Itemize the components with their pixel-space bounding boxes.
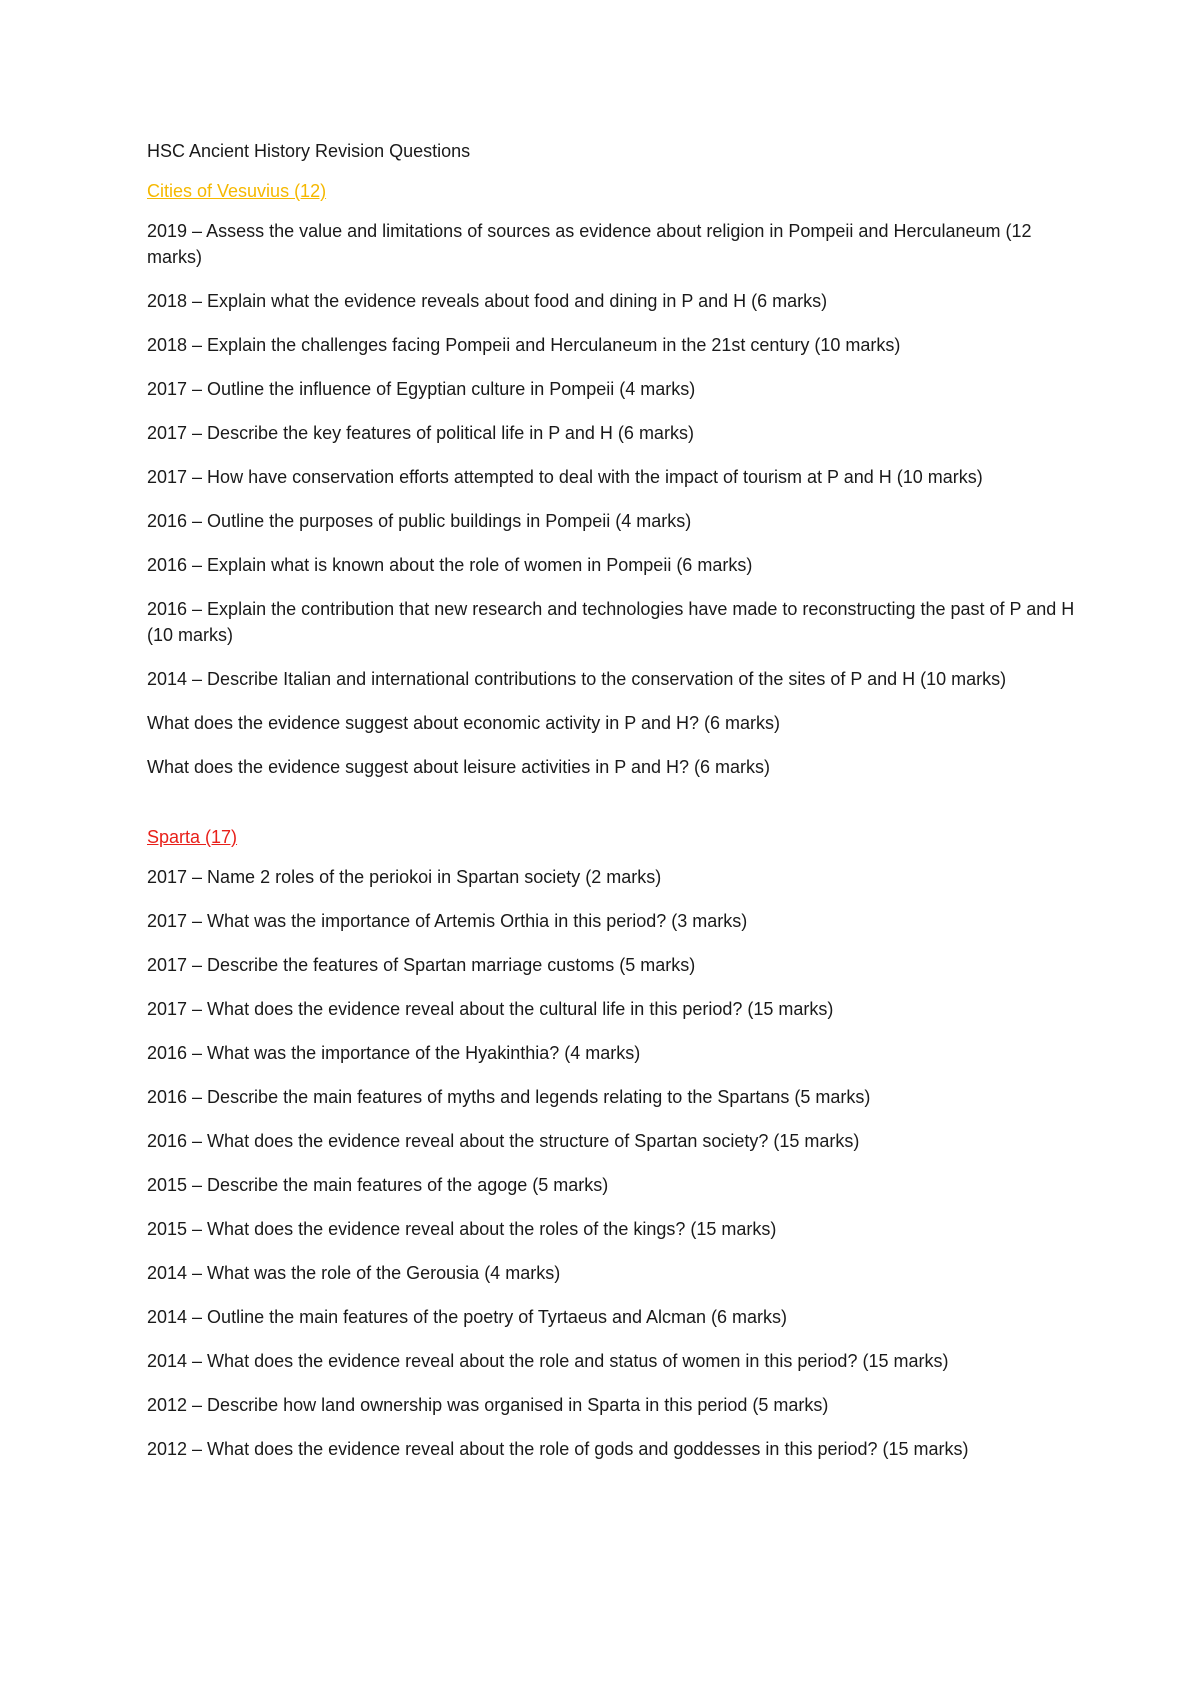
question-item: 2018 – Explain what the evidence reveals about food and dining in P and H (6 marks) [147, 291, 828, 311]
question-item: 2016 – What was the importance of the Hyakinthia? (4 marks) [147, 1043, 641, 1063]
question-item: 2016 – Explain what is known about the role of women in Pompeii (6 marks) [147, 555, 753, 575]
question-item: 2017 – Describe the key features of political life in P and H (6 marks) [147, 423, 694, 443]
question-item: 2014 – What was the role of the Gerousia (4 marks) [147, 1263, 561, 1283]
question-item: 2012 – Describe how land ownership was organised in Sparta in this period (5 marks) [147, 1395, 829, 1415]
section-heading-vesuvius: Cities of Vesuvius (12) [147, 181, 327, 201]
question-item: 2016 – Explain the contribution that new research and technologies have made to reconstructing the past of P and H (10 marks) [147, 599, 1075, 645]
question-item: What does the evidence suggest about leisure activities in P and H? (6 marks) [147, 757, 770, 777]
question-item: 2019 – Assess the value and limitations of sources as evidence about religion in Pompeii and Herculaneum (12 marks) [147, 221, 1032, 267]
question-item: 2017 – What was the importance of Artemis Orthia in this period? (3 marks) [147, 911, 748, 931]
question-item: 2018 – Explain the challenges facing Pompeii and Herculaneum in the 21st century (10 marks) [147, 335, 901, 355]
section-spacer [147, 798, 1077, 824]
question-item: 2015 – Describe the main features of the agoge (5 marks) [147, 1175, 609, 1195]
question-item: 2017 – How have conservation efforts attempted to deal with the impact of tourism at P and H (10 marks) [147, 467, 983, 487]
question-list-vesuvius [147, 218, 1077, 780]
question-item: 2017 – What does the evidence reveal about the cultural life in this period? (15 marks) [147, 999, 834, 1019]
question-item: 2012 – What does the evidence reveal about the role of gods and goddesses in this period? (15 marks) [147, 1439, 969, 1459]
question-item: What does the evidence suggest about economic activity in P and H? (6 marks) [147, 713, 780, 733]
question-item: 2017 – Outline the influence of Egyptian culture in Pompeii (4 marks) [147, 379, 696, 399]
question-item: 2015 – What does the evidence reveal about the roles of the kings? (15 marks) [147, 1219, 777, 1239]
question-item: 2016 – Describe the main features of myths and legends relating to the Spartans (5 marks) [147, 1087, 871, 1107]
document-page [147, 138, 1077, 1480]
question-item: 2014 – Outline the main features of the poetry of Tyrtaeus and Alcman (6 marks) [147, 1307, 788, 1327]
question-item: 2014 – Describe Italian and international contributions to the conservation of the sites of P and H (10 marks) [147, 669, 1007, 689]
document-title: HSC Ancient History Revision Questions [147, 141, 471, 161]
question-item: 2014 – What does the evidence reveal about the role and status of women in this period? (15 marks) [147, 1351, 949, 1371]
question-item: 2017 – Describe the features of Spartan marriage customs (5 marks) [147, 955, 696, 975]
question-list-sparta [147, 864, 1077, 1462]
question-item: 2016 – What does the evidence reveal about the structure of Spartan society? (15 marks) [147, 1131, 860, 1151]
question-item: 2017 – Name 2 roles of the periokoi in Spartan society (2 marks) [147, 867, 662, 887]
section-heading-sparta: Sparta (17) [147, 827, 238, 847]
question-item: 2016 – Outline the purposes of public buildings in Pompeii (4 marks) [147, 511, 692, 531]
